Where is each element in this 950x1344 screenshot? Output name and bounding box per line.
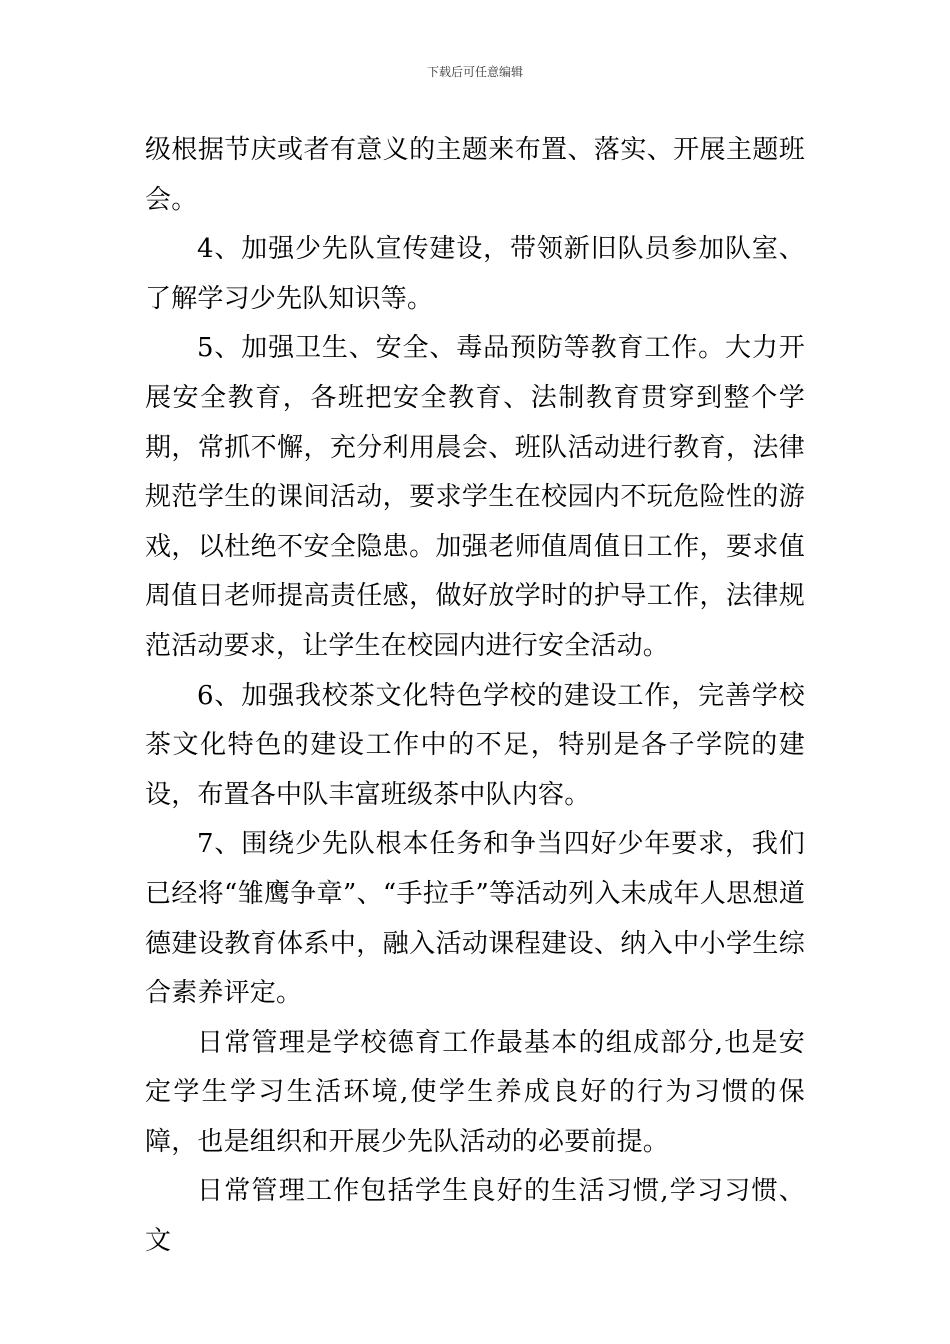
paragraph-7: 日常管理工作包括学生良好的生活习惯,学习习惯、文 <box>145 1176 805 1257</box>
page-header: 下载后可任意编辑 <box>426 65 523 79</box>
paragraph-4: 6、加强我校茶文化特色学校的建设工作，完善学校茶文化特色的建设工作中的不足，特别是各子学院的建设，布置各中队丰富班级茶中队内容。 <box>145 680 805 810</box>
paragraph-5: 7、围绕少先队根本任务和争当四好少年要求，我们已经将“雏鹰争章”、“手拉手”等活动列入未成年人思想道德建设教育体系中，融入活动课程建设、纳入中小学生综合素养评定。 <box>145 829 805 1009</box>
paragraph-2: 4、加强少先队宣传建设，带领新旧队员参加队室、了解学习少先队知识等。 <box>145 234 805 314</box>
document-body <box>145 126 805 1267</box>
paragraph-3: 5、加强卫生、安全、毒品预防等教育工作。大力开展安全教育，各班把安全教育、法制教育贯穿到整个学期，常抓不懈，充分利用晨会、班队活动进行教育，法律规范学生的课间活动，要求学生在校园内不玩危险性的游戏，以杜绝不安全隐患。加强老师值周值日工作，要求值周值日老师提高责任感，做好放学时的护导工作，法律规范活动要求，让学生在校园内进行安全活动。 <box>145 333 805 661</box>
paragraph-6: 日常管理是学校德育工作最基本的组成部分,也是安定学生学习生活环境,使学生养成良好的行为习惯的保障，也是组织和开展少先队活动的必要前提。 <box>145 1027 805 1157</box>
paragraph-1: 级根据节庆或者有意义的主题来布置、落实、开展主题班会。 <box>145 135 805 215</box>
